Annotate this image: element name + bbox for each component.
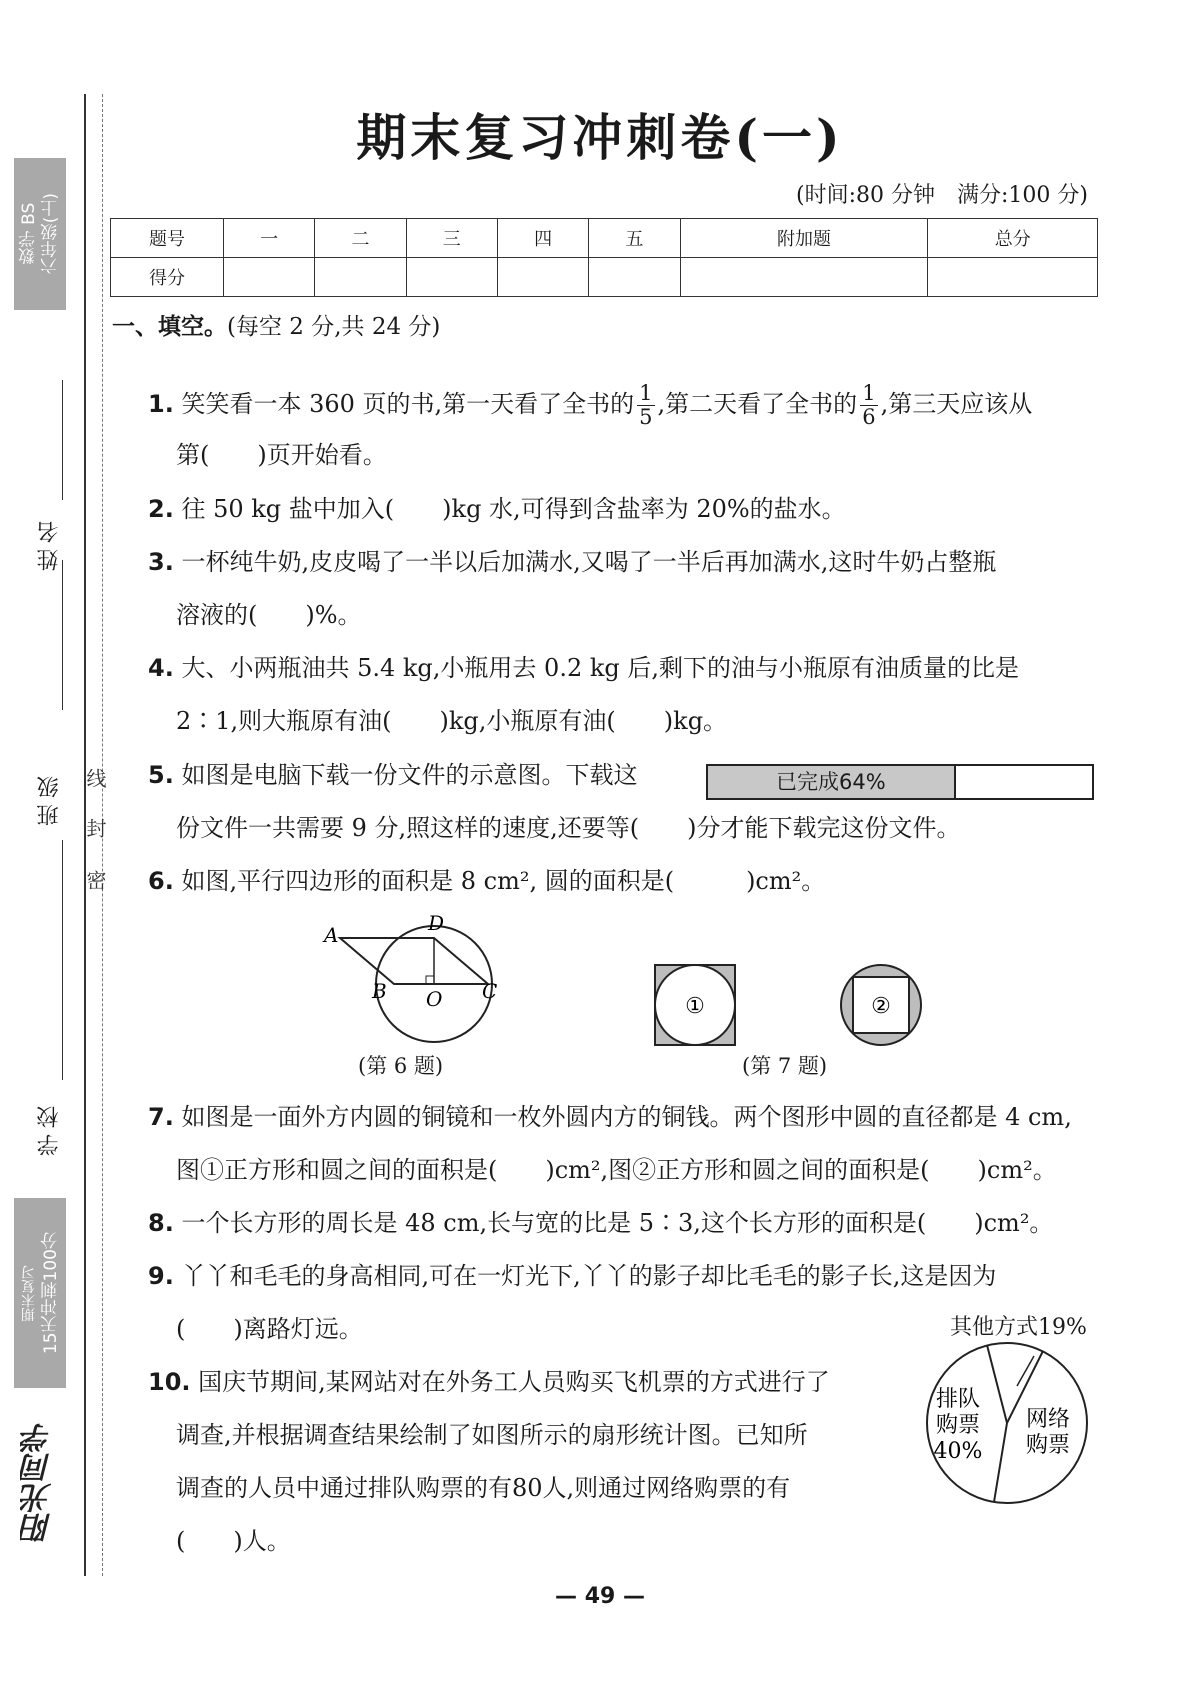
denominator: 5 xyxy=(639,405,653,429)
pie-divider-3 xyxy=(994,1423,1007,1502)
question-2 xyxy=(148,494,846,524)
question-text: 往 50 kg 盐中加入( )kg 水,可得到含盐率为 20%的盐水。 xyxy=(181,495,846,523)
school-label: 学校 xyxy=(37,1100,62,1156)
question-number: 7. xyxy=(148,1103,174,1131)
pie-queue-label-2: 购票 xyxy=(935,1413,981,1438)
question-text: 大、小两瓶油共 5.4 kg,小瓶用去 0.2 kg 后,剩下的油与小瓶原有油质量的比是 xyxy=(181,654,1020,682)
point-o-label: O xyxy=(426,987,443,1011)
question-7 xyxy=(148,1102,1072,1132)
question-5 xyxy=(148,760,637,790)
score-col-2: 二 xyxy=(315,219,406,258)
section-heading xyxy=(112,308,440,341)
question-text: 一杯纯牛奶,皮皮喝了一半以后加满水,又喝了一半后再加满水,这时牛奶占整瓶 xyxy=(181,548,997,576)
question-9 xyxy=(148,1261,996,1291)
brand-logo: 阳光同学 xyxy=(22,1423,57,1543)
numerator: 1 xyxy=(639,381,653,405)
question-text: 如图是电脑下载一份文件的示意图。下载这 xyxy=(181,761,638,789)
pie-other-label: 其他方式19% xyxy=(950,1315,1087,1340)
question-4-line2: 2∶1,则大瓶原有油( )kg,小瓶原有油( )kg。 xyxy=(176,707,728,735)
series-line1: 期末复习 xyxy=(21,1265,37,1321)
question-number: 6. xyxy=(148,867,174,895)
point-b-label: B xyxy=(372,979,387,1003)
pie-net-label-1: 网络 xyxy=(1025,1407,1071,1432)
question-10-line4: ( )人。 xyxy=(176,1527,291,1555)
question-number: 8. xyxy=(148,1209,174,1237)
question-10-line2: 调查,并根据调查结果绘制了如图所示的扇形统计图。已知所 xyxy=(176,1421,808,1449)
point-a-label: A xyxy=(324,923,339,947)
pie-chart xyxy=(922,1338,1092,1508)
class-label: 班级 xyxy=(37,770,62,826)
figure-7-caption: (第 7 题) xyxy=(742,1054,828,1078)
seal-line-char: 线 xyxy=(83,768,107,788)
subject-line1: 数学 BS xyxy=(19,203,39,265)
question-1 xyxy=(148,382,1032,429)
score-col-1: 一 xyxy=(224,219,315,258)
question-number: 9. xyxy=(148,1262,174,1290)
figure-7-coin xyxy=(836,960,926,1050)
series-line2: 15天冲刺100分 xyxy=(41,1231,61,1355)
subject-tag xyxy=(14,158,66,310)
question-text: ,第三天应该从 xyxy=(880,390,1033,418)
question-7-line2: 图①正方形和圆之间的面积是( )cm²,图②正方形和圆之间的面积是( )cm²。 xyxy=(176,1156,1057,1184)
fraction xyxy=(637,382,654,429)
section-title: 一、填空。 xyxy=(112,314,227,340)
exam-info: (时间:80 分钟 满分:100 分) xyxy=(796,183,1088,208)
question-6 xyxy=(148,866,825,896)
name-label: 姓名 xyxy=(37,515,62,571)
fraction xyxy=(860,382,877,429)
series-tag xyxy=(14,1198,66,1388)
pie-net-label-2: 购票 xyxy=(1025,1433,1071,1458)
page-title: 期末复习冲刺卷(一) xyxy=(356,108,844,167)
question-3-line2: 溶液的( )%。 xyxy=(176,601,362,629)
score-cell[interactable] xyxy=(680,258,928,297)
score-cell[interactable] xyxy=(497,258,588,297)
score-table-header-row xyxy=(111,219,1098,258)
score-row-label: 得分 xyxy=(111,258,224,297)
question-text: 笑笑看一本 360 页的书,第一天看了全书的 xyxy=(181,390,635,418)
pie-divider-1 xyxy=(987,1345,1007,1423)
download-progress-bar xyxy=(706,764,1094,800)
question-number: 2. xyxy=(148,495,174,523)
mark-2: ② xyxy=(871,994,891,1019)
score-header-label: 题号 xyxy=(111,219,224,258)
score-table-score-row xyxy=(111,258,1098,297)
question-text: 如图,平行四边形的面积是 8 cm², 圆的面积是( )cm²。 xyxy=(181,867,826,895)
question-5-line2: 份文件一共需要 9 分,照这样的速度,还要等( )分才能下载完这份文件。 xyxy=(176,814,961,842)
score-col-3: 三 xyxy=(406,219,497,258)
question-number: 1. xyxy=(148,390,174,418)
section-note: (每空 2 分,共 24 分) xyxy=(227,314,441,340)
numerator: 1 xyxy=(862,381,876,405)
subject-line2: 六年级(上) xyxy=(41,193,61,275)
score-cell[interactable] xyxy=(589,258,680,297)
school-underline xyxy=(62,920,63,1080)
figure-7-mirror xyxy=(650,960,740,1050)
question-10-line3: 调查的人员中通过排队购票的有80人,则通过网络购票的有 xyxy=(176,1474,791,1502)
question-text: 如图是一面外方内圆的铜镜和一枚外圆内方的铜钱。两个图形中圆的直径都是 4 cm, xyxy=(181,1103,1072,1131)
question-1-line2: 第( )页开始看。 xyxy=(176,441,387,469)
question-text: 国庆节期间,某网站对在外务工人员购买飞机票的方式进行了 xyxy=(198,1368,830,1396)
score-cell[interactable] xyxy=(928,258,1098,297)
score-cell[interactable] xyxy=(224,258,315,297)
right-angle-mark xyxy=(426,976,434,984)
seal-seal-char: 封 xyxy=(83,818,107,838)
question-number: 3. xyxy=(148,548,174,576)
score-col-bonus: 附加题 xyxy=(680,219,928,258)
question-9-line2: ( )离路灯远。 xyxy=(176,1315,363,1343)
seal-secret-char: 密 xyxy=(83,870,107,890)
score-cell[interactable] xyxy=(406,258,497,297)
question-10 xyxy=(148,1367,830,1397)
point-c-label: C xyxy=(482,979,498,1003)
score-col-4: 四 xyxy=(497,219,588,258)
name-underline-2 xyxy=(62,560,63,710)
question-number: 4. xyxy=(148,654,174,682)
question-text: ,第二天看了全书的 xyxy=(657,390,858,418)
question-text: 一个长方形的周长是 48 cm,长与宽的比是 5∶3,这个长方形的面积是( )cm²。 xyxy=(181,1209,1054,1237)
figure-6-caption: (第 6 题) xyxy=(358,1054,444,1078)
mark-1: ① xyxy=(685,994,705,1019)
point-d-label: D xyxy=(428,911,445,935)
parallelogram xyxy=(340,938,488,984)
score-col-total: 总分 xyxy=(928,219,1098,258)
question-number: 5. xyxy=(148,761,174,789)
question-3 xyxy=(148,547,996,577)
question-number: 10. xyxy=(148,1368,191,1396)
question-8 xyxy=(148,1208,1053,1238)
pie-leader-line xyxy=(1017,1356,1034,1386)
score-cell[interactable] xyxy=(315,258,406,297)
page-number: — 49 — xyxy=(555,1584,645,1609)
score-table xyxy=(110,218,1098,297)
score-col-5: 五 xyxy=(589,219,680,258)
figure-6-parallelogram-circle xyxy=(310,910,510,1050)
name-underline xyxy=(62,380,63,500)
denominator: 6 xyxy=(862,405,876,429)
pie-queue-label-1: 排队 xyxy=(935,1387,981,1412)
progress-label: 已完成64% xyxy=(776,770,886,794)
pie-queue-label-3: 40% xyxy=(933,1439,983,1464)
question-text: 丫丫和毛毛的身高相同,可在一灯光下,丫丫的影子却比毛毛的影子长,这是因为 xyxy=(181,1262,997,1290)
question-4 xyxy=(148,653,1019,683)
